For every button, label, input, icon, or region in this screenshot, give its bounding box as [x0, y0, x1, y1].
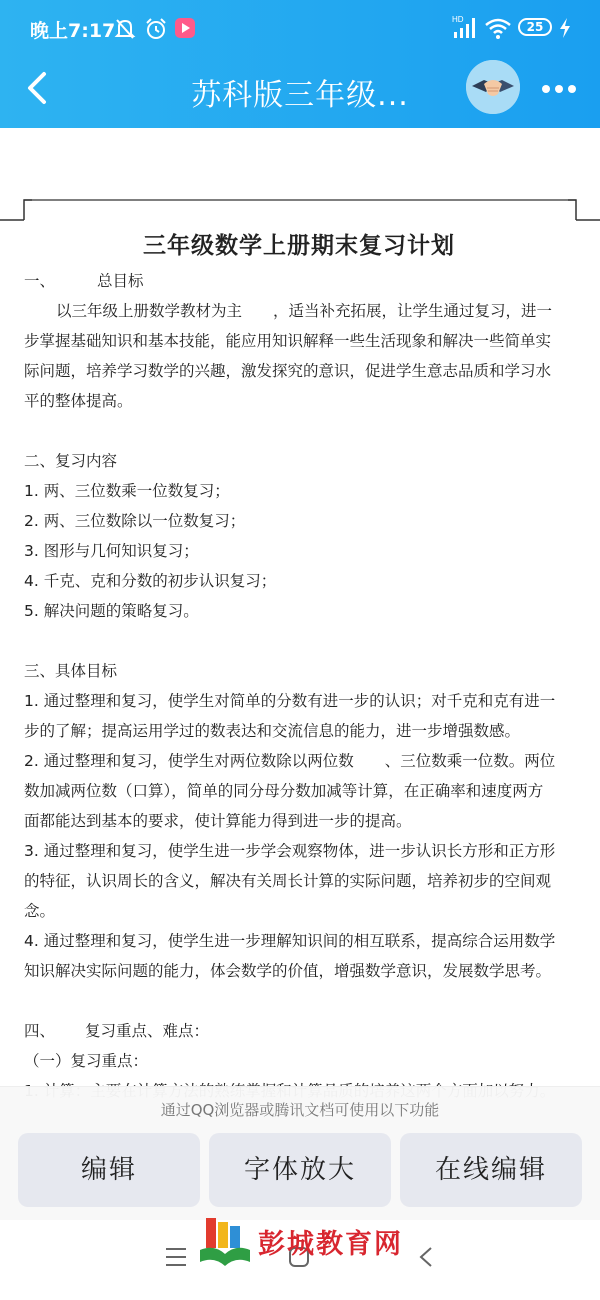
- wifi-icon: [484, 16, 512, 40]
- section1-line: 际问题，培养学习数学的兴趣，激发探究的意识，促进学生意志品质和学习水: [24, 362, 552, 380]
- more-dot: [555, 85, 563, 93]
- function-tip: 通过QQ浏览器或腾讯文档可使用以下功能: [160, 1101, 440, 1119]
- section3-line: 念。: [24, 902, 56, 920]
- page-edge-right: [576, 218, 600, 222]
- svg-text:HD: HD: [452, 15, 464, 24]
- section3-line: 4. 通过整理和复习，使学生进一步理解知识间的相互联系，提高综合运用数学: [24, 932, 556, 950]
- section4-heading: [24, 1016, 574, 1046]
- section1-line: 以三年级上册数学教材为主 ，适当补充拓展，让学生通过复习，进一: [56, 302, 553, 320]
- avatar[interactable]: [466, 60, 520, 114]
- more-dot: [542, 85, 550, 93]
- list-item: 3. 图形与几何知识复习；: [24, 542, 199, 560]
- page-edge-left: [0, 218, 24, 222]
- document-title: 三年级数学上册期末复习计划: [143, 233, 455, 259]
- section3-line: 面都能达到基本的要求，使计算能力得到进一步的提高。: [24, 812, 412, 830]
- handshake-icon: [466, 60, 520, 114]
- video-app-icon: [174, 17, 196, 39]
- section3-line: 数加减两位数（口算），简单的同分母分数加减等计算，在正确率和速度两方: [24, 782, 544, 800]
- bell-off-icon: [114, 17, 136, 41]
- watermark: [196, 1212, 426, 1274]
- section3-heading: 三、具体目标: [24, 662, 118, 680]
- back-button[interactable]: [18, 64, 62, 112]
- section1-heading-num: 一、: [24, 272, 56, 290]
- back-arrow-icon: [18, 64, 62, 112]
- app-header: [0, 0, 600, 128]
- list-item: 4. 千克、克和分数的初步认识复习；: [24, 572, 277, 590]
- edit-button[interactable]: 编辑: [18, 1133, 200, 1207]
- section1-heading-text: 总目标: [97, 272, 144, 290]
- section4-heading-text: 复习重点、难点：: [85, 1022, 210, 1040]
- title-bar: [0, 58, 600, 128]
- section3-line: 知识解决实际问题的能力，体会数学的价值，增强数学意识，发展数学思考。: [24, 962, 552, 980]
- charging-icon: [558, 17, 572, 39]
- list-item: 5. 解决问题的策略复习。: [24, 602, 199, 620]
- document-page: [24, 228, 574, 1088]
- status-bar: [0, 0, 600, 58]
- section4-heading-num: 四、: [24, 1022, 56, 1040]
- alarm-icon: [144, 17, 168, 41]
- page-title: 苏科版三年级...: [191, 78, 409, 113]
- signal-icon: [452, 14, 478, 40]
- list-item: 2. 两、三位数除以一位数复习；: [24, 512, 246, 530]
- section3-line: 的特征，认识周长的含义，解决有关周长计算的实际问题，培养初步的空间观: [24, 872, 552, 890]
- section1-heading: [24, 266, 574, 296]
- page-top-border: [22, 198, 578, 202]
- battery-level: 25: [526, 20, 544, 34]
- more-dot: [568, 85, 576, 93]
- section4-subheading: （一）复习重点：: [24, 1052, 149, 1070]
- spacer: [24, 626, 574, 656]
- menu-icon[interactable]: [164, 1246, 188, 1268]
- section2-heading: 二、复习内容: [24, 452, 118, 470]
- battery-icon: [518, 18, 552, 36]
- more-button[interactable]: [542, 78, 586, 98]
- spacer: [24, 416, 574, 446]
- status-time: 晚上7:17: [30, 20, 116, 42]
- section3-line: 1. 通过整理和复习，使学生对简单的分数有进一步的认识；对千克和克有进一: [24, 692, 556, 710]
- book-logo-icon: [196, 1214, 254, 1272]
- function-panel: [0, 1086, 600, 1221]
- spacer: [24, 986, 574, 1016]
- watermark-text: 彭城教育网: [258, 1229, 403, 1260]
- list-item: 1. 两、三位数乘一位数复习；: [24, 482, 230, 500]
- online-edit-button[interactable]: 在线编辑: [400, 1133, 582, 1207]
- font-enlarge-button[interactable]: 字体放大: [209, 1133, 391, 1207]
- section3-line: 2. 通过整理和复习，使学生对两位数除以两位数 、三位数乘一位数。两位: [24, 752, 556, 770]
- section1-line: 平的整体提高。: [24, 392, 133, 410]
- section1-line: 步掌握基础知识和基本技能，能应用知识解释一些生活现象和解决一些简单实: [24, 332, 552, 350]
- section3-line: 3. 通过整理和复习，使学生进一步学会观察物体，进一步认识长方形和正方形: [24, 842, 556, 860]
- section3-line: 步的了解；提高运用学过的数表达和交流信息的能力，进一步增强数感。: [24, 722, 521, 740]
